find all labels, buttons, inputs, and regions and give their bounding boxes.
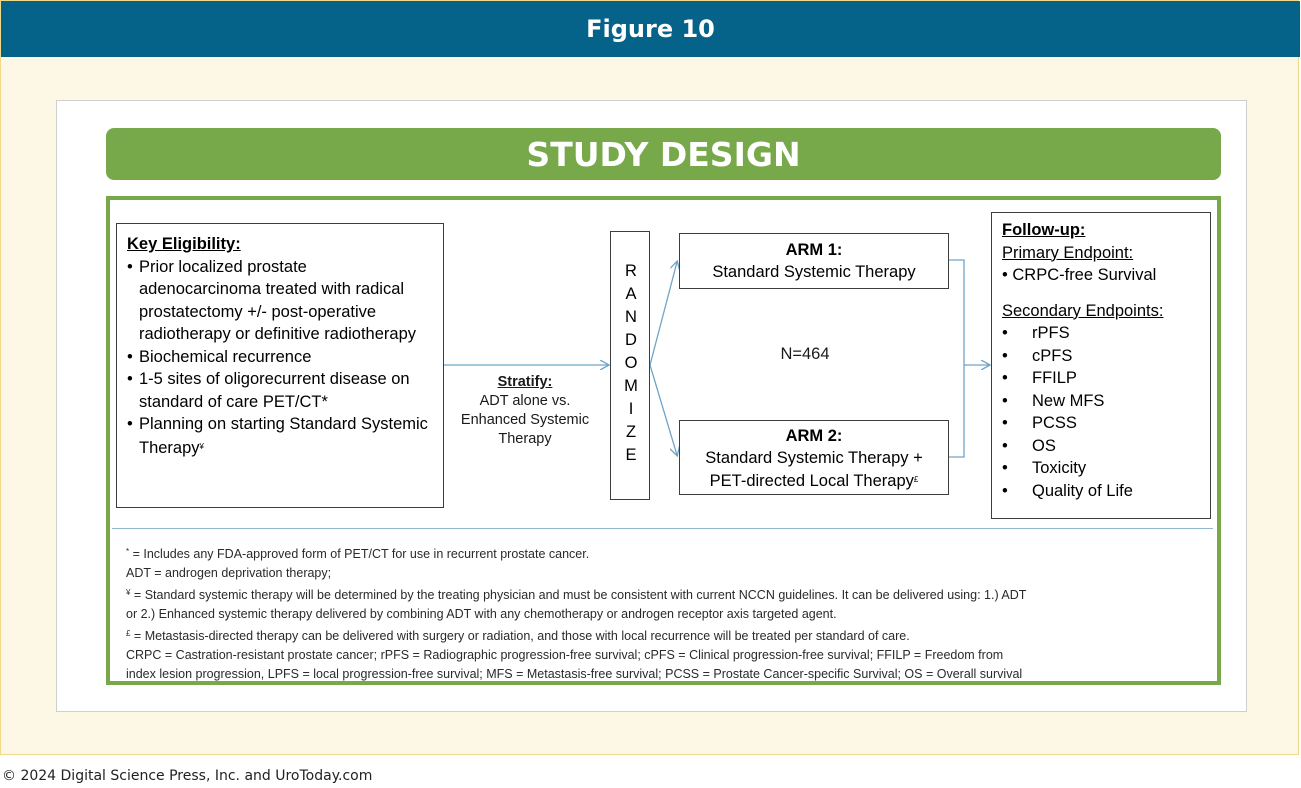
arm-merge-bracket [949,260,964,457]
randomize-box [610,231,650,500]
secondary-endpoint-item: • New MFS [1002,391,1105,410]
secondary-endpoint-item: • OS [1002,436,1056,455]
footnote-divider [112,528,1213,529]
secondary-endpoint-item: • Toxicity [1002,459,1087,477]
arrow-randomize-to-arm2 [650,365,677,455]
secondary-endpoint-item: • Quality of Life [1002,481,1133,500]
eligibility-item: • 1-5 sites of oligorecurrent disease on standard of care PET/CT* [127,370,410,411]
secondary-endpoints-title: Secondary Endpoints: [1002,301,1164,320]
primary-endpoint-item: • CRPC-free Survival [1002,266,1157,284]
eligibility-item: • Prior localized prostate adenocarcinoma treated with radical prostatectomy +/- post-operative radiotherapy or definitive radiotherapy [127,257,416,343]
footnote-adt: ADT = androgen deprivation therapy; [126,566,332,580]
figure-title: Figure 10 [1,1,1300,57]
footnote-abbreviations-continued: index lesion progression, LPFS = local progression-free survival; MFS = Metastasis-free survival; PCSS = Prostate Cancer-specific Survival; OS = Overall survival [126,667,1023,681]
secondary-endpoint-item: • rPFS [1002,324,1070,342]
footnote-pound: £ = Metastasis-directed therapy can be delivered with surgery or radiation, and those with local recurrence will be treated per standard of care. [126,629,910,643]
eligibility-item: • Planning on starting Standard Systemic Therapy¥ [127,415,428,457]
arm2-box: ARM 2: Standard Systemic Therapy + PET-directed Local Therapy£ [679,420,949,495]
followup-box [991,212,1211,519]
primary-endpoint-title: Primary Endpoint: [1002,243,1134,262]
randomize-letters: R A N D O M I Z E [624,262,638,464]
arm1-box: ARM 1: Standard Systemic Therapy [679,233,949,289]
stratify-label: Stratify: ADT alone vs. Enhanced Systemic Therapy [460,374,590,447]
secondary-endpoint-item: • PCSS [1002,414,1077,432]
footnote-abbreviations: CRPC = Castration-resistant prostate cancer; rPFS = Radiographic progression-free survival; cPFS = Clinical progression-free survival; FFILP = Freedom from [126,648,1004,662]
arrow-randomize-to-arm1 [650,262,677,365]
eligibility-item: • Biochemical recurrence [127,347,312,366]
eligibility-title: Key Eligibility: [127,235,241,253]
study-design-banner: STUDY DESIGN [106,128,1221,180]
secondary-endpoint-item: • FFILP [1002,369,1077,387]
sample-size-label: N=464 [780,345,830,363]
followup-title: Follow-up: [1002,221,1086,239]
secondary-endpoint-item: • cPFS [1002,346,1073,365]
footnote-yen: ¥ = Standard systemic therapy will be determined by the treating physician and must be consistent with current NCCN guidelines. It can be delivered using: 1.) ADT [126,588,1027,602]
footnote-yen-continued: or 2.) Enhanced systemic therapy delivered by combining ADT with any chemotherapy or androgen receptor axis targeted agent. [126,607,837,621]
eligibility-box [116,223,444,508]
footnotes [126,542,1211,684]
footnote-star: * = Includes any FDA-approved form of PET/CT for use in recurrent prostate cancer. [126,547,590,561]
copyright: © 2024 Digital Science Press, Inc. and UroToday.com [2,768,373,784]
